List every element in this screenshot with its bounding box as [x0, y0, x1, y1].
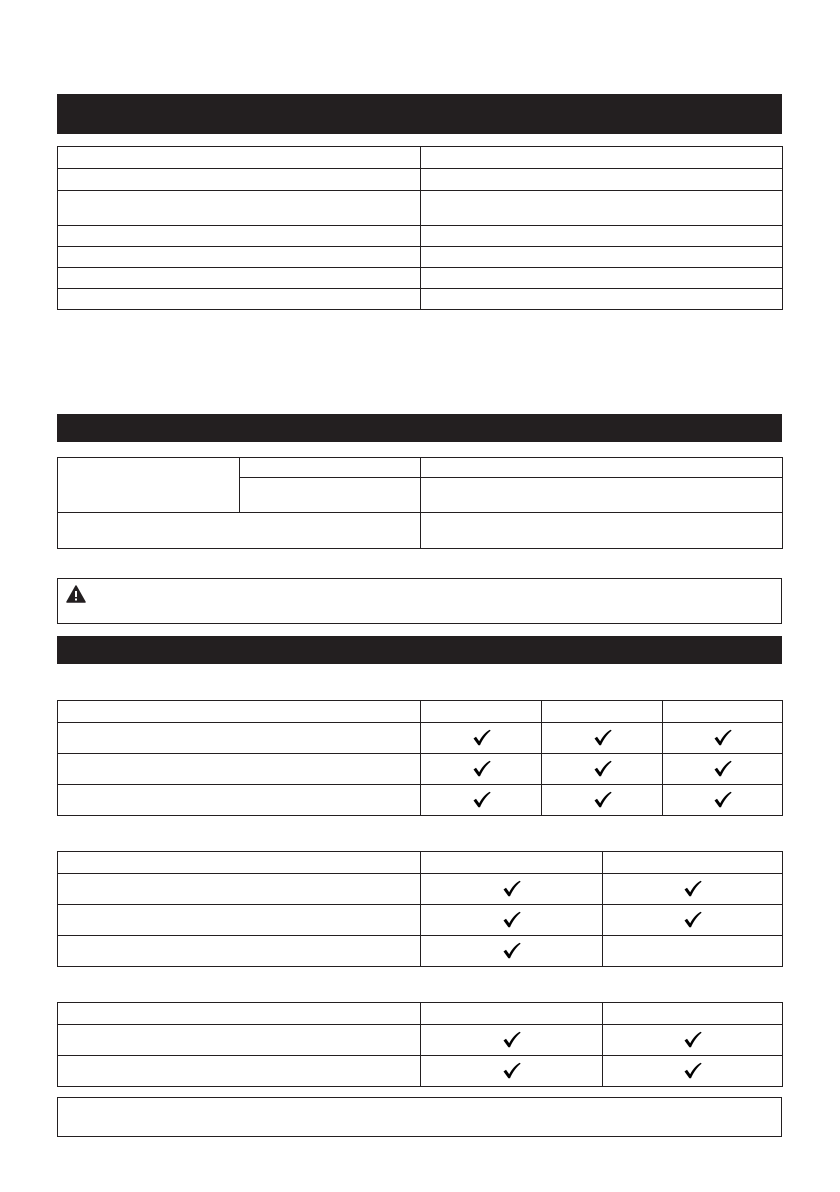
checkmark-icon — [683, 1031, 702, 1048]
checkmark-icon — [472, 760, 491, 777]
table-cell — [421, 226, 783, 247]
checkmark-icon — [713, 729, 732, 746]
table-header-cell — [421, 701, 542, 723]
table-row — [58, 458, 783, 478]
table-header-cell — [421, 1003, 603, 1025]
checkmark-icon — [472, 791, 491, 808]
table-header-cell — [663, 701, 783, 723]
table-row — [58, 754, 783, 785]
section-header-bar-2 — [57, 414, 782, 442]
table-cell — [58, 169, 421, 191]
table-header-cell — [58, 701, 421, 723]
table-cell — [58, 147, 421, 169]
compat-cell — [603, 1025, 783, 1056]
checkmark-icon — [683, 1062, 702, 1079]
checkmark-icon — [593, 791, 612, 808]
specifications-table — [57, 146, 783, 310]
section-header-bar-1 — [57, 94, 782, 134]
checkmark-icon — [472, 729, 491, 746]
compat-cell — [421, 936, 603, 967]
table-cell — [421, 147, 783, 169]
table-row — [58, 268, 783, 289]
row-label-cell — [58, 785, 421, 816]
table-cell — [58, 247, 421, 268]
table-row — [58, 723, 783, 754]
row-label-cell — [58, 754, 421, 785]
compat-cell — [542, 723, 663, 754]
row-label-cell — [58, 905, 421, 936]
row-label-cell — [58, 874, 421, 905]
note-box — [57, 1097, 782, 1137]
compat-cell — [542, 785, 663, 816]
checkmark-icon — [502, 880, 521, 897]
table-header-row — [58, 1003, 783, 1025]
table-row — [58, 1056, 783, 1087]
compatibility-table-2 — [57, 851, 783, 967]
table-row — [58, 513, 783, 549]
table-cell — [240, 478, 421, 513]
compat-cell — [603, 905, 783, 936]
table-row — [58, 247, 783, 268]
table-row — [58, 785, 783, 816]
warning-box — [57, 578, 782, 624]
compat-body-1 — [58, 723, 783, 816]
table-cell — [58, 458, 240, 513]
table-header-cell — [542, 701, 663, 723]
table-row — [58, 191, 783, 226]
table-cell — [421, 191, 783, 226]
table-header-cell — [58, 1003, 421, 1025]
table-cell — [58, 191, 421, 226]
table-row — [58, 169, 783, 191]
compat-cell — [603, 936, 783, 967]
table-header-cell — [58, 852, 421, 874]
compat-cell — [421, 1025, 603, 1056]
checkmark-icon — [502, 911, 521, 928]
table-header-row — [58, 701, 783, 723]
checkmark-icon — [502, 942, 521, 959]
compatibility-table-3 — [57, 1002, 783, 1087]
table-row — [58, 874, 783, 905]
compatibility-table-1 — [57, 700, 783, 816]
row-label-cell — [58, 1025, 421, 1056]
row-label-cell — [58, 1056, 421, 1087]
compat-body-3 — [58, 1025, 783, 1087]
compat-cell — [663, 785, 783, 816]
table-header-row — [58, 852, 783, 874]
checkmark-icon — [683, 880, 702, 897]
checkmark-icon — [713, 791, 732, 808]
table-header-cell — [603, 1003, 783, 1025]
compat-cell — [421, 754, 542, 785]
row-label-cell — [58, 723, 421, 754]
table-row — [58, 226, 783, 247]
table-cell — [58, 226, 421, 247]
compat-cell — [421, 723, 542, 754]
checkmark-icon — [713, 760, 732, 777]
table-cell — [58, 268, 421, 289]
table-header-cell — [603, 852, 783, 874]
table-row — [58, 289, 783, 310]
table-cell — [421, 169, 783, 191]
table-cell — [421, 247, 783, 268]
table-cell — [421, 513, 783, 549]
table-cell — [421, 458, 783, 478]
table-row — [58, 147, 783, 169]
table-cell — [58, 289, 421, 310]
warning-triangle-icon — [66, 585, 86, 603]
table-cell — [58, 513, 421, 549]
battery-table — [57, 457, 783, 549]
table-cell — [421, 268, 783, 289]
table-row — [58, 1025, 783, 1056]
table-row — [58, 936, 783, 967]
checkmark-icon — [593, 760, 612, 777]
table-cell — [421, 289, 783, 310]
compat-cell — [663, 723, 783, 754]
table-cell — [421, 478, 783, 513]
compat-cell — [663, 754, 783, 785]
row-label-cell — [58, 936, 421, 967]
checkmark-icon — [593, 729, 612, 746]
compat-cell — [421, 905, 603, 936]
table-cell — [240, 458, 421, 478]
checkmark-icon — [683, 911, 702, 928]
compat-cell — [603, 874, 783, 905]
table-row — [58, 905, 783, 936]
compat-cell — [421, 785, 542, 816]
table-header-cell — [421, 852, 603, 874]
compat-cell — [421, 1056, 603, 1087]
compat-body-2 — [58, 874, 783, 967]
checkmark-icon — [502, 1031, 521, 1048]
compat-cell — [542, 754, 663, 785]
compat-cell — [421, 874, 603, 905]
compat-cell — [603, 1056, 783, 1087]
checkmark-icon — [502, 1062, 521, 1079]
section-header-bar-3 — [57, 636, 782, 664]
